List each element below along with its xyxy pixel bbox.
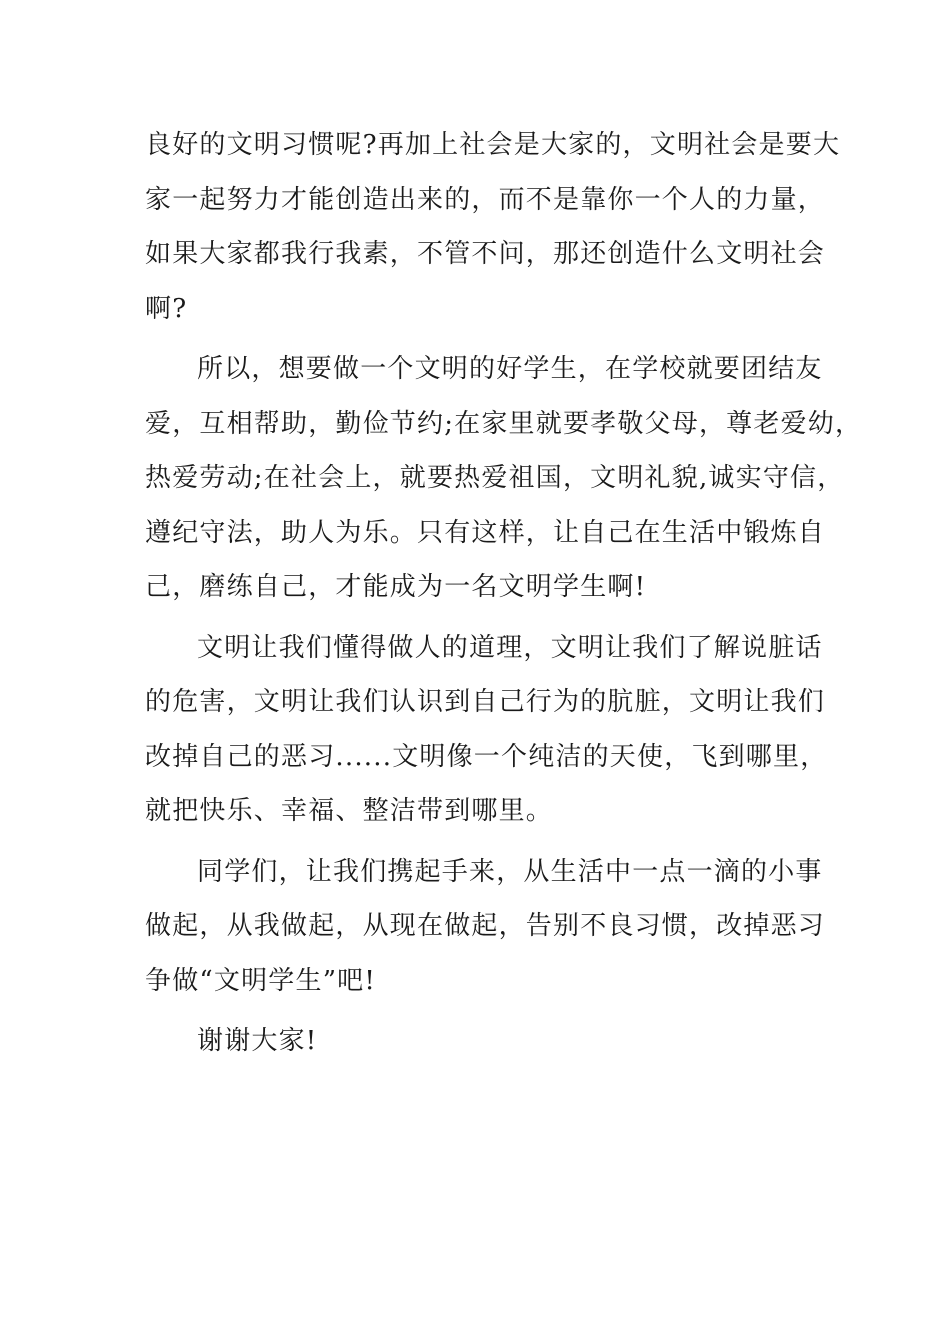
paragraph-line: 遵纪守法，助人为乐。只有这样，让自己在生活中锻炼自 (145, 517, 826, 548)
paragraph-2 (145, 342, 863, 615)
paragraph-line: 就把快乐、幸福、整洁带到哪里。 (145, 796, 554, 826)
paragraph-4 (145, 845, 825, 1009)
paragraph-line: 做起，从我做起，从现在做起，告别不良习惯，改掉恶习 (145, 911, 826, 941)
paragraph-line: 的危害，文明让我们认识到自己行为的肮脏，文明让我们 (145, 687, 826, 717)
paragraph-line: 争做“文明学生”吧! (145, 965, 377, 996)
paragraph-line: 热爱劳动;在社会上，就要热爱祖国，文明礼貌,诚实守信， (145, 463, 845, 493)
paragraph-line: 家一起努力才能创造出来的，而不是靠你一个人的力量， (145, 184, 826, 215)
paragraph-line: 改掉自己的恶习......文明像一个纯洁的天使，飞到哪里， (145, 741, 828, 772)
paragraph-line: 啊? (145, 293, 188, 324)
paragraph-line: 如果大家都我行我素，不管不问，那还创造什么文明社会 (145, 239, 826, 269)
document-body (145, 118, 863, 1075)
paragraph-line: 良好的文明习惯呢?再加上社会是大家的，文明社会是要大 (145, 130, 841, 160)
closing-line: 谢谢大家! (197, 1026, 318, 1056)
paragraph-line: 同学们，让我们携起手来，从生活中一点一滴的小事 (197, 856, 823, 887)
paragraph-line: 己，磨练自己，才能成为一名文明学生啊! (145, 572, 647, 602)
closing-paragraph (145, 1014, 825, 1069)
paragraph-line: 爱，互相帮助，勤俭节约;在家里就要孝敬父母，尊老爱幼， (145, 408, 863, 439)
paragraph-line: 所以，想要做一个文明的好学生，在学校就要团结友 (197, 354, 823, 384)
paragraph-1 (145, 118, 841, 336)
paragraph-3 (145, 621, 828, 839)
paragraph-line: 文明让我们懂得做人的道理，文明让我们了解说脏话 (197, 632, 823, 663)
